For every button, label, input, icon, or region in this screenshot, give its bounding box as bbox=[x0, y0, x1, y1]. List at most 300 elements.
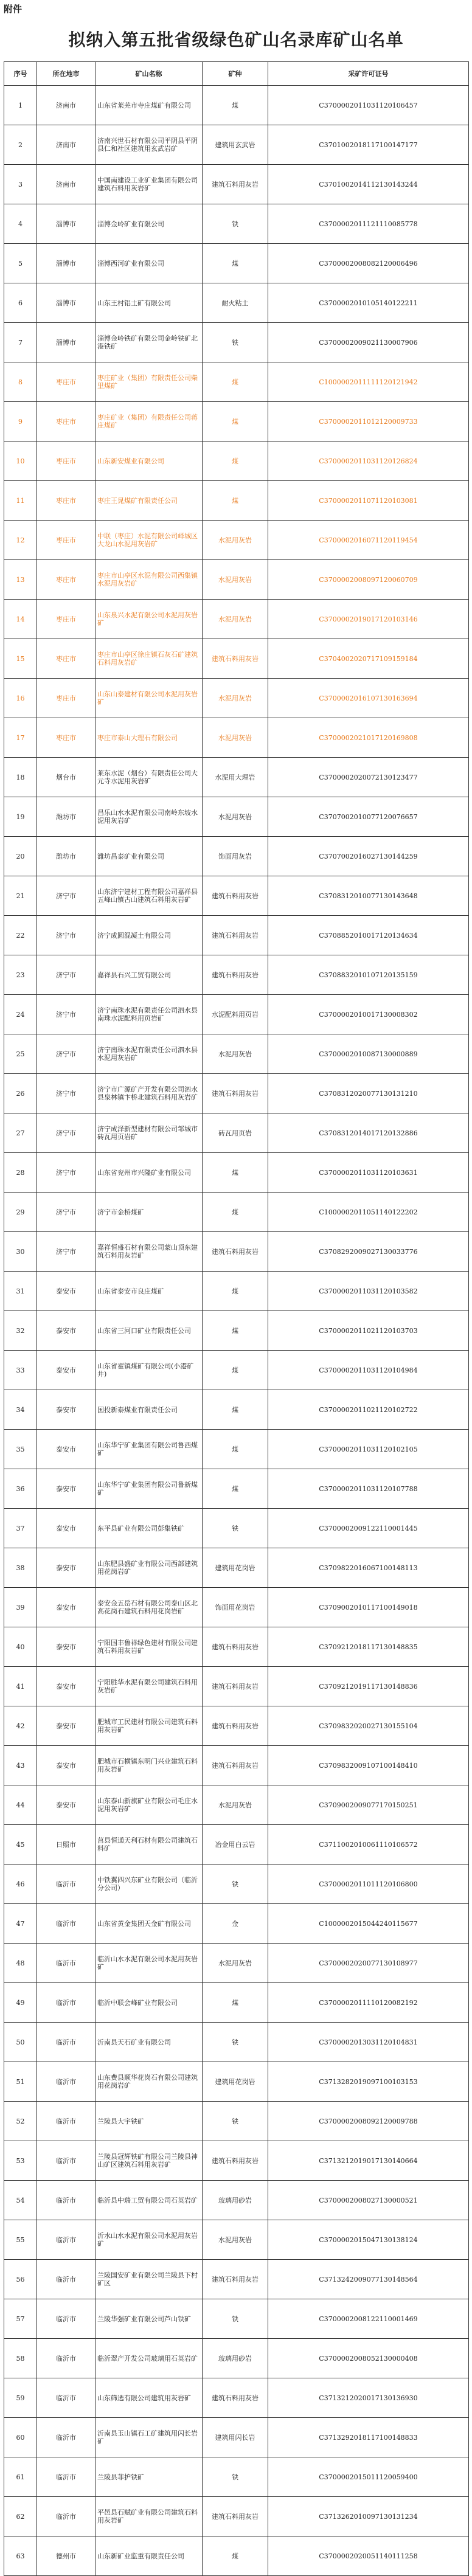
cell-index: 46 bbox=[4, 1864, 37, 1904]
cell-city: 淄博市 bbox=[37, 283, 95, 323]
attachment-label: 附件 bbox=[4, 4, 23, 15]
cell-index: 47 bbox=[4, 1904, 37, 1944]
cell-mineral: 煤 bbox=[203, 481, 268, 521]
cell-index: 6 bbox=[4, 283, 37, 323]
column-header-mine-name: 矿山名称 bbox=[95, 62, 203, 86]
cell-mine-name: 济宁成泽新型建材有限公司邹城市砖瓦用页岩矿 bbox=[95, 1113, 203, 1153]
cell-city: 济宁市 bbox=[37, 1193, 95, 1232]
cell-license: C3708832010107120135159 bbox=[268, 955, 469, 995]
cell-city: 临沂市 bbox=[37, 1944, 95, 1983]
column-header-mineral: 矿种 bbox=[203, 62, 268, 86]
table-body bbox=[4, 86, 469, 2576]
cell-mine-name: 山东新矿业监重有限责任公司 bbox=[95, 2536, 203, 2576]
table-row bbox=[4, 2339, 469, 2378]
cell-index: 19 bbox=[4, 797, 37, 837]
table-row bbox=[4, 521, 469, 560]
cell-city: 临沂市 bbox=[37, 2299, 95, 2339]
table-row bbox=[4, 441, 469, 481]
cell-mine-name: 临沂县中瑞工贸有限公司石英岩矿 bbox=[95, 2181, 203, 2220]
cell-mine-name: 济宁南珠水泥有限责任公司泗水县南珠水泥配料用页岩矿 bbox=[95, 995, 203, 1034]
cell-mine-name: 莒县恒通天利石材有限公司建筑石料矿 bbox=[95, 1825, 203, 1864]
cell-mine-name: 济宁成圆混凝土有限公司 bbox=[95, 916, 203, 955]
table-row bbox=[4, 718, 469, 758]
table-row bbox=[4, 2023, 469, 2062]
cell-city: 淄博市 bbox=[37, 323, 95, 362]
cell-city: 泰安市 bbox=[37, 1706, 95, 1746]
cell-license: C3700002015011120059400 bbox=[268, 2457, 469, 2497]
cell-city: 枣庄市 bbox=[37, 362, 95, 402]
cell-mine-name: 枣庄市山亭区徐庄镇石灰石矿建筑石料用灰岩矿 bbox=[95, 639, 203, 679]
cell-license: C3708312010077130143648 bbox=[268, 876, 469, 916]
cell-license: C3700002011071120103081 bbox=[268, 481, 469, 521]
cell-mine-name: 山东华宁矿业集团有限公司鲁新煤矿 bbox=[95, 1469, 203, 1509]
cell-index: 38 bbox=[4, 1548, 37, 1588]
table-header-row bbox=[4, 62, 469, 86]
cell-index: 14 bbox=[4, 600, 37, 639]
cell-index: 60 bbox=[4, 2418, 37, 2457]
cell-index: 18 bbox=[4, 758, 37, 797]
cell-license: C3700002011121110085778 bbox=[268, 204, 469, 244]
cell-mine-name: 兰陵县冠辉铁矿有限公司兰陵县神山矿区建筑石料用灰岩矿 bbox=[95, 2141, 203, 2181]
cell-city: 济宁市 bbox=[37, 1153, 95, 1193]
cell-city: 泰安市 bbox=[37, 1627, 95, 1667]
cell-mine-name: 兰陵国安矿业有限公司兰陵县下村矿区 bbox=[95, 2260, 203, 2299]
cell-index: 32 bbox=[4, 1311, 37, 1351]
cell-index: 44 bbox=[4, 1785, 37, 1825]
cell-mine-name: 兰陵县大宇铁矿 bbox=[95, 2102, 203, 2141]
column-header-index: 序号 bbox=[4, 62, 37, 86]
table-row bbox=[4, 1785, 469, 1825]
table-row bbox=[4, 2062, 469, 2102]
cell-mineral: 铁 bbox=[203, 2023, 268, 2062]
cell-city: 泰安市 bbox=[37, 1469, 95, 1509]
cell-license: C3707002016027130144259 bbox=[268, 837, 469, 876]
cell-mine-name: 淄博金岭铁矿有限公司金岭铁矿北港铁矿 bbox=[95, 323, 203, 362]
cell-city: 临沂市 bbox=[37, 1904, 95, 1944]
cell-index: 51 bbox=[4, 2062, 37, 2102]
table-row bbox=[4, 1193, 469, 1232]
cell-city: 济宁市 bbox=[37, 955, 95, 995]
cell-city: 枣庄市 bbox=[37, 718, 95, 758]
table-row bbox=[4, 995, 469, 1034]
cell-city: 临沂市 bbox=[37, 2418, 95, 2457]
cell-mineral: 煤 bbox=[203, 1351, 268, 1390]
cell-index: 48 bbox=[4, 1944, 37, 1983]
cell-city: 烟台市 bbox=[37, 758, 95, 797]
cell-mine-name: 山东泉兴水泥有限公司水泥用灰岩矿 bbox=[95, 600, 203, 639]
cell-mine-name: 山东省兖州市兴隆矿业有限公司 bbox=[95, 1153, 203, 1193]
cell-index: 29 bbox=[4, 1193, 37, 1232]
table-row bbox=[4, 1469, 469, 1509]
cell-index: 56 bbox=[4, 2260, 37, 2299]
cell-index: 26 bbox=[4, 1074, 37, 1113]
table-row bbox=[4, 86, 469, 125]
cell-mineral: 水泥用灰岩 bbox=[203, 1034, 268, 1074]
cell-license: C3701002014112130143244 bbox=[268, 165, 469, 204]
cell-index: 16 bbox=[4, 679, 37, 718]
cell-mineral: 耐火粘土 bbox=[203, 283, 268, 323]
table-row bbox=[4, 165, 469, 204]
cell-city: 临沂市 bbox=[37, 2102, 95, 2141]
cell-mine-name: 山东新安煤业有限公司 bbox=[95, 441, 203, 481]
cell-mine-name: 济宁市广源矿产开发有限公司泗水县泉林镇卞桥北建筑石料用灰岩矿 bbox=[95, 1074, 203, 1113]
table-row bbox=[4, 1430, 469, 1469]
cell-city: 临沂市 bbox=[37, 2220, 95, 2260]
cell-license: C3700002010105140122211 bbox=[268, 283, 469, 323]
cell-license: C3713212019017130140664 bbox=[268, 2141, 469, 2181]
cell-city: 潍坊市 bbox=[37, 837, 95, 876]
table-row bbox=[4, 1074, 469, 1113]
cell-license: C3700002008052130000408 bbox=[268, 2339, 469, 2378]
cell-city: 德州市 bbox=[37, 2536, 95, 2576]
cell-license: C3713212020017130136930 bbox=[268, 2378, 469, 2418]
table-row bbox=[4, 1509, 469, 1548]
cell-index: 15 bbox=[4, 639, 37, 679]
table-row bbox=[4, 1904, 469, 1944]
cell-index: 12 bbox=[4, 521, 37, 560]
cell-mineral: 水泥配料用页岩 bbox=[203, 995, 268, 1034]
cell-index: 62 bbox=[4, 2497, 37, 2536]
cell-license: C3709002010117100149018 bbox=[268, 1588, 469, 1627]
table-row bbox=[4, 283, 469, 323]
table-row bbox=[4, 1390, 469, 1430]
cell-mine-name: 肥城市石横镇东明门兴业建筑石料用灰岩矿 bbox=[95, 1746, 203, 1785]
cell-mine-name: 山东省三河口矿业有限责任公司 bbox=[95, 1311, 203, 1351]
cell-city: 临沂市 bbox=[37, 1864, 95, 1904]
cell-license: C1000002011051140122202 bbox=[268, 1193, 469, 1232]
table-row bbox=[4, 2260, 469, 2299]
cell-city: 枣庄市 bbox=[37, 441, 95, 481]
cell-city: 泰安市 bbox=[37, 1588, 95, 1627]
cell-mineral: 煤 bbox=[203, 1390, 268, 1430]
cell-index: 42 bbox=[4, 1706, 37, 1746]
cell-mineral: 建筑石料用灰岩 bbox=[203, 2497, 268, 2536]
cell-mineral: 建筑石料用灰岩 bbox=[203, 639, 268, 679]
cell-mineral: 建筑石料用灰岩 bbox=[203, 1667, 268, 1706]
cell-license: C3700002011012120009733 bbox=[268, 402, 469, 441]
cell-index: 50 bbox=[4, 2023, 37, 2062]
cell-license: C3708852010017120134634 bbox=[268, 916, 469, 955]
table-row bbox=[4, 1983, 469, 2023]
cell-index: 53 bbox=[4, 2141, 37, 2181]
cell-index: 54 bbox=[4, 2181, 37, 2220]
table-row bbox=[4, 1588, 469, 1627]
cell-mineral: 铁 bbox=[203, 204, 268, 244]
cell-city: 枣庄市 bbox=[37, 402, 95, 441]
cell-mine-name: 平邑县石赋矿业有限公司建筑石料用灰岩矿 bbox=[95, 2497, 203, 2536]
cell-index: 41 bbox=[4, 1667, 37, 1706]
cell-mineral: 饰面用花岗岩 bbox=[203, 1588, 268, 1627]
cell-index: 37 bbox=[4, 1509, 37, 1548]
cell-city: 临沂市 bbox=[37, 2339, 95, 2378]
cell-mineral: 煤 bbox=[203, 1272, 268, 1311]
cell-index: 27 bbox=[4, 1113, 37, 1153]
cell-mine-name: 嘉祥恒盛石材有限公司蒙山顶东建筑石料用灰岩矿 bbox=[95, 1232, 203, 1272]
cell-index: 36 bbox=[4, 1469, 37, 1509]
table-row bbox=[4, 1034, 469, 1074]
cell-city: 济南市 bbox=[37, 165, 95, 204]
cell-index: 1 bbox=[4, 86, 37, 125]
cell-mine-name: 枣庄市山亭区水泥有限公司西集镇水泥用灰岩矿 bbox=[95, 560, 203, 600]
table-row bbox=[4, 876, 469, 916]
table-row bbox=[4, 797, 469, 837]
cell-license: C3709212018117130148835 bbox=[268, 1627, 469, 1667]
cell-mineral: 水泥用灰岩 bbox=[203, 560, 268, 600]
cell-license: C3700002011110120082192 bbox=[268, 1983, 469, 2023]
cell-city: 临沂市 bbox=[37, 2023, 95, 2062]
cell-license: C3700002020051140111258 bbox=[268, 2536, 469, 2576]
cell-mine-name: 临沂山水水泥有限公司水泥用灰岩矿 bbox=[95, 1944, 203, 1983]
cell-mineral: 煤 bbox=[203, 244, 268, 283]
table-row bbox=[4, 1746, 469, 1785]
cell-mine-name: 山东山泰建材有限公司水泥用灰岩矿 bbox=[95, 679, 203, 718]
cell-index: 55 bbox=[4, 2220, 37, 2260]
cell-index: 34 bbox=[4, 1390, 37, 1430]
table-row bbox=[4, 837, 469, 876]
cell-city: 泰安市 bbox=[37, 1667, 95, 1706]
cell-mine-name: 山东王村铝土矿有限公司 bbox=[95, 283, 203, 323]
cell-mine-name: 济宁南珠水泥有限责任公司泗水县水泥用灰岩矿 bbox=[95, 1034, 203, 1074]
cell-license: C3700002011031120103582 bbox=[268, 1272, 469, 1311]
cell-mine-name: 肥城市工民建材有限公司建筑石料用灰岩矿 bbox=[95, 1706, 203, 1746]
cell-index: 35 bbox=[4, 1430, 37, 1469]
cell-mineral: 水泥用灰岩 bbox=[203, 679, 268, 718]
table-row bbox=[4, 2102, 469, 2141]
cell-index: 11 bbox=[4, 481, 37, 521]
cell-city: 临沂市 bbox=[37, 2457, 95, 2497]
cell-city: 泰安市 bbox=[37, 1548, 95, 1588]
cell-license: C3713292018117100148833 bbox=[268, 2418, 469, 2457]
cell-mineral: 建筑用花岗岩 bbox=[203, 1548, 268, 1588]
cell-index: 25 bbox=[4, 1034, 37, 1074]
cell-mine-name: 国投新泰煤业有限责任公司 bbox=[95, 1390, 203, 1430]
cell-index: 5 bbox=[4, 244, 37, 283]
cell-mineral: 饰面用灰岩 bbox=[203, 837, 268, 876]
table-row bbox=[4, 1864, 469, 1904]
cell-license: C3709832009107100148410 bbox=[268, 1746, 469, 1785]
cell-license: C3700002011021120102722 bbox=[268, 1390, 469, 1430]
cell-license: C3700002011031120103631 bbox=[268, 1153, 469, 1193]
cell-mine-name: 沂水山水水泥有限公司水泥用灰岩矿 bbox=[95, 2220, 203, 2260]
table-row bbox=[4, 758, 469, 797]
cell-license: C3700002011021120103703 bbox=[268, 1311, 469, 1351]
cell-mine-name: 东平县矿业有限公司彭集铁矿 bbox=[95, 1509, 203, 1548]
cell-license: C1000002011111120121942 bbox=[268, 362, 469, 402]
cell-mine-name: 临沂翠产开发公司玻璃用石英岩矿 bbox=[95, 2339, 203, 2378]
cell-mine-name: 宁阳胜华水泥有限公司建筑石料用灰岩矿 bbox=[95, 1667, 203, 1706]
cell-index: 4 bbox=[4, 204, 37, 244]
cell-mineral: 铁 bbox=[203, 2299, 268, 2339]
cell-mineral: 建筑石料用灰岩 bbox=[203, 1706, 268, 1746]
table-row bbox=[4, 916, 469, 955]
cell-mine-name: 临沂中联会峰矿业有限公司 bbox=[95, 1983, 203, 2023]
table-row bbox=[4, 1825, 469, 1864]
table-row bbox=[4, 204, 469, 244]
table-row bbox=[4, 2418, 469, 2457]
cell-mineral: 水泥用大理岩 bbox=[203, 758, 268, 797]
cell-index: 28 bbox=[4, 1153, 37, 1193]
cell-license: C3713282019097100103153 bbox=[268, 2062, 469, 2102]
cell-index: 63 bbox=[4, 2536, 37, 2576]
cell-mineral: 建筑石料用灰岩 bbox=[203, 1627, 268, 1667]
cell-mineral: 玻璃用砂岩 bbox=[203, 2339, 268, 2378]
cell-index: 31 bbox=[4, 1272, 37, 1311]
cell-license: C3709002009077170150251 bbox=[268, 1785, 469, 1825]
cell-index: 22 bbox=[4, 916, 37, 955]
cell-mineral: 建筑石料用灰岩 bbox=[203, 1074, 268, 1113]
table-row bbox=[4, 1232, 469, 1272]
cell-license: C3700002011031120107788 bbox=[268, 1469, 469, 1509]
cell-mine-name: 山东省莱芜市寺庄煤矿有限公司 bbox=[95, 86, 203, 125]
cell-index: 10 bbox=[4, 441, 37, 481]
cell-index: 17 bbox=[4, 718, 37, 758]
table-row bbox=[4, 679, 469, 718]
cell-mineral: 金 bbox=[203, 1904, 268, 1944]
cell-license: C3713262010097130131234 bbox=[268, 2497, 469, 2536]
cell-license: C3700002020077130108977 bbox=[268, 1944, 469, 1983]
cell-index: 8 bbox=[4, 362, 37, 402]
cell-mine-name: 山东华宁矿业集团有限公司鲁西煤矿 bbox=[95, 1430, 203, 1469]
table-row bbox=[4, 323, 469, 362]
table-row bbox=[4, 1113, 469, 1153]
cell-city: 临沂市 bbox=[37, 2181, 95, 2220]
cell-license: C3700002013031120104831 bbox=[268, 2023, 469, 2062]
cell-mine-name: 兰陵华强矿业有限公司芦山铁矿 bbox=[95, 2299, 203, 2339]
cell-city: 潍坊市 bbox=[37, 797, 95, 837]
cell-license: C1000002015044240115677 bbox=[268, 1904, 469, 1944]
cell-index: 2 bbox=[4, 125, 37, 165]
cell-city: 淄博市 bbox=[37, 244, 95, 283]
cell-index: 57 bbox=[4, 2299, 37, 2339]
cell-index: 58 bbox=[4, 2339, 37, 2378]
cell-mineral: 建筑石料用灰岩 bbox=[203, 2260, 268, 2299]
table-row bbox=[4, 1311, 469, 1351]
cell-license: C3700002010087130000889 bbox=[268, 1034, 469, 1074]
cell-city: 枣庄市 bbox=[37, 679, 95, 718]
column-header-city: 所在地市 bbox=[37, 62, 95, 86]
table-row bbox=[4, 402, 469, 441]
cell-city: 泰安市 bbox=[37, 1272, 95, 1311]
cell-city: 临沂市 bbox=[37, 2497, 95, 2536]
cell-mineral: 煤 bbox=[203, 1153, 268, 1193]
cell-license: C3700002011011120106800 bbox=[268, 1864, 469, 1904]
cell-index: 23 bbox=[4, 955, 37, 995]
cell-city: 泰安市 bbox=[37, 1351, 95, 1390]
cell-license: C3700002008122110001469 bbox=[268, 2299, 469, 2339]
page-title: 拟纳入第五批省级绿色矿山名录库矿山名单 bbox=[68, 30, 404, 50]
cell-city: 枣庄市 bbox=[37, 521, 95, 560]
cell-mineral: 铁 bbox=[203, 1509, 268, 1548]
cell-mineral: 铁 bbox=[203, 2457, 268, 2497]
table-row bbox=[4, 481, 469, 521]
cell-mine-name: 济南兴世石材有限公司平阴县平阴县仁和社区建筑用玄武岩矿 bbox=[95, 125, 203, 165]
cell-license: C3700002009021130007906 bbox=[268, 323, 469, 362]
cell-license: C3708292009027130033776 bbox=[268, 1232, 469, 1272]
cell-mineral: 煤 bbox=[203, 1311, 268, 1351]
cell-mineral: 建筑石料用灰岩 bbox=[203, 2141, 268, 2181]
cell-mineral: 建筑石料用灰岩 bbox=[203, 1746, 268, 1785]
cell-city: 泰安市 bbox=[37, 1509, 95, 1548]
cell-license: C3700002010017130008302 bbox=[268, 995, 469, 1034]
cell-mine-name: 枣庄矿业（集团）有限责任公司柴里煤矿 bbox=[95, 362, 203, 402]
table-row bbox=[4, 2378, 469, 2418]
cell-city: 枣庄市 bbox=[37, 600, 95, 639]
cell-license: C3708312020077130131210 bbox=[268, 1074, 469, 1113]
cell-index: 43 bbox=[4, 1746, 37, 1785]
cell-mine-name: 枣庄矿业（集团）有限责任公司蒋庄煤矿 bbox=[95, 402, 203, 441]
cell-license: C3709212019117130148836 bbox=[268, 1667, 469, 1706]
cell-mine-name: 山东费县顺华花岗石有限公司建筑用花岗岩矿 bbox=[95, 2062, 203, 2102]
cell-city: 济宁市 bbox=[37, 1113, 95, 1153]
table-row bbox=[4, 2141, 469, 2181]
cell-city: 临沂市 bbox=[37, 2141, 95, 2181]
cell-city: 临沂市 bbox=[37, 2378, 95, 2418]
cell-city: 日照市 bbox=[37, 1825, 95, 1864]
cell-license: C3700002016107130163694 bbox=[268, 679, 469, 718]
column-header-license: 采矿许可证号 bbox=[268, 62, 469, 86]
cell-license: C3711002010061110106572 bbox=[268, 1825, 469, 1864]
cell-license: C3704002020717109159184 bbox=[268, 639, 469, 679]
cell-mine-name: 山东肥县盛矿业有限公司西部建筑用花岗岩矿 bbox=[95, 1548, 203, 1588]
cell-mineral: 建筑石料用灰岩 bbox=[203, 165, 268, 204]
table-row bbox=[4, 1272, 469, 1311]
cell-mineral: 水泥用灰岩 bbox=[203, 718, 268, 758]
cell-city: 泰安市 bbox=[37, 1430, 95, 1469]
cell-mine-name: 潍坊昌泰矿业有限公司 bbox=[95, 837, 203, 876]
cell-mineral: 煤 bbox=[203, 1983, 268, 2023]
cell-license: C3700002011031120104984 bbox=[268, 1351, 469, 1390]
cell-index: 59 bbox=[4, 2378, 37, 2418]
cell-license: C3700002008082120006496 bbox=[268, 244, 469, 283]
cell-mineral: 玻璃用砂岩 bbox=[203, 2181, 268, 2220]
cell-mineral: 水泥用灰岩 bbox=[203, 1944, 268, 1983]
table-row bbox=[4, 1944, 469, 1983]
cell-mineral: 砖瓦用页岩 bbox=[203, 1113, 268, 1153]
cell-mine-name: 山东筛选有限公司建筑用灰岩矿 bbox=[95, 2378, 203, 2418]
cell-mineral: 水泥用灰岩 bbox=[203, 521, 268, 560]
cell-mine-name: 山东省泰安市良庄煤矿 bbox=[95, 1272, 203, 1311]
cell-mine-name: 淄博金岭矿业有限公司 bbox=[95, 204, 203, 244]
cell-index: 40 bbox=[4, 1627, 37, 1667]
cell-license: C3700002008097120060709 bbox=[268, 560, 469, 600]
cell-mineral: 水泥用灰岩 bbox=[203, 797, 268, 837]
cell-mine-name: 淄博西河矿业有限公司 bbox=[95, 244, 203, 283]
cell-city: 临沂市 bbox=[37, 2062, 95, 2102]
cell-license: C3707002010077120076657 bbox=[268, 797, 469, 837]
cell-mineral: 煤 bbox=[203, 441, 268, 481]
cell-license: C3700002021017120169808 bbox=[268, 718, 469, 758]
cell-license: C3700002011031120126824 bbox=[268, 441, 469, 481]
cell-index: 3 bbox=[4, 165, 37, 204]
cell-mineral: 水泥用灰岩 bbox=[203, 600, 268, 639]
cell-license: C3709822016067100148113 bbox=[268, 1548, 469, 1588]
cell-mine-name: 莱东水泥（烟台）有限责任公司大元寺水泥用灰岩矿 bbox=[95, 758, 203, 797]
cell-index: 61 bbox=[4, 2457, 37, 2497]
cell-mineral: 建筑石料用灰岩 bbox=[203, 2378, 268, 2418]
mine-list-table bbox=[4, 61, 469, 2576]
cell-mine-name: 沂南县天石矿业有限公司 bbox=[95, 2023, 203, 2062]
cell-license: C3700002019017120103146 bbox=[268, 600, 469, 639]
cell-mineral: 煤 bbox=[203, 402, 268, 441]
cell-city: 济宁市 bbox=[37, 995, 95, 1034]
cell-mineral: 建筑石料用灰岩 bbox=[203, 916, 268, 955]
table-row bbox=[4, 125, 469, 165]
cell-city: 枣庄市 bbox=[37, 560, 95, 600]
cell-mineral: 煤 bbox=[203, 1430, 268, 1469]
cell-mineral: 冶金用白云岩 bbox=[203, 1825, 268, 1864]
cell-city: 泰安市 bbox=[37, 1785, 95, 1825]
cell-city: 济宁市 bbox=[37, 1074, 95, 1113]
